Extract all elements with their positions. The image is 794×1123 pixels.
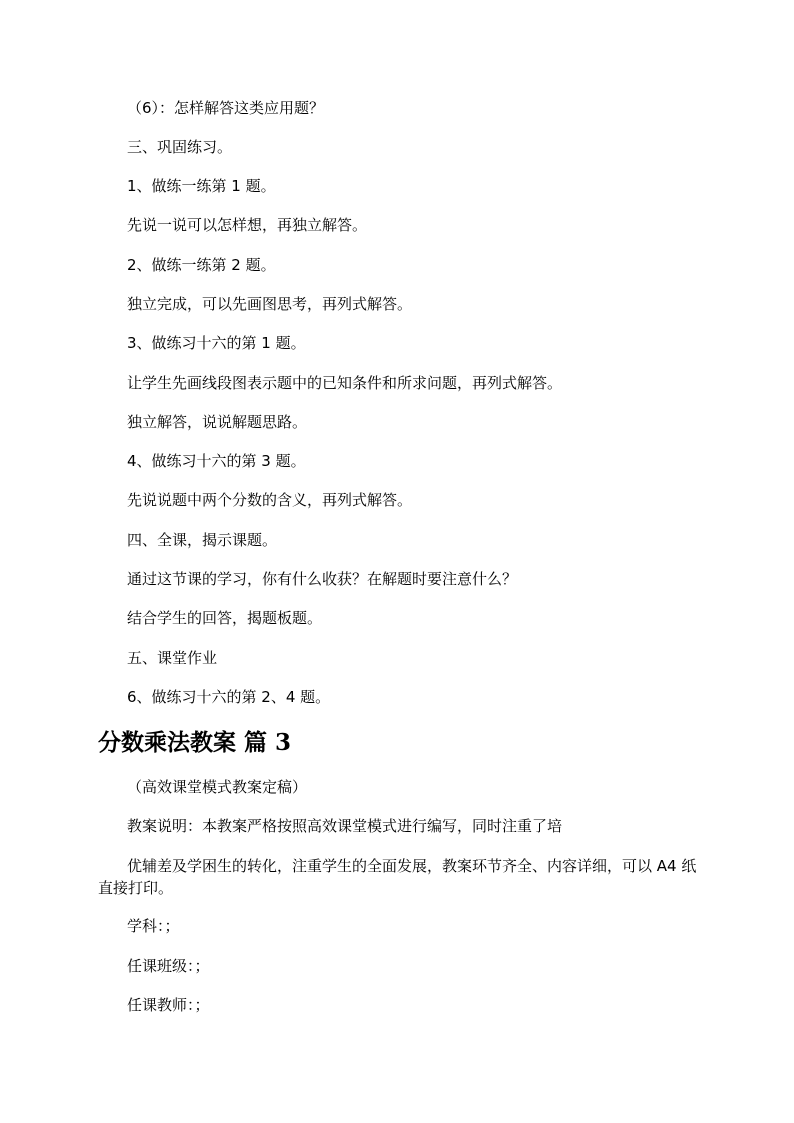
paragraph-exercise-1-instructions: 先说一说可以怎样想，再独立解答。 <box>127 216 368 234</box>
paragraph-reflection-question: 通过这节课的学习，你有什么收获？在解题时要注意什么？ <box>127 570 518 588</box>
paragraph-exercise-3: 3、做练习十六的第 1 题。 <box>127 334 306 352</box>
article-heading: 分数乘法教案 篇 3 <box>98 729 292 756</box>
paragraph-exercise-3-followup: 独立解答，说说解题思路。 <box>127 413 308 431</box>
paragraph-homework-exercises: 6、做练习十六的第 2、4 题。 <box>127 688 331 706</box>
field-subject: 学科：； <box>127 917 180 935</box>
paragraph-exercise-3-instructions: 让学生先画线段图表示题中的已知条件和所求问题，再列式解答。 <box>127 374 563 392</box>
field-class: 任课班级：； <box>127 957 210 975</box>
section-heading-lesson-summary: 四、全课，揭示课题。 <box>127 531 278 549</box>
paragraph-description-continued: 优辅差及学困生的转化，注重学生的全面发展，教案环节齐全、内容详细，可以 A4 纸直接打印。 <box>98 857 697 897</box>
paragraph-exercise-2-instructions: 独立完成，可以先画图思考，再列式解答。 <box>127 295 413 313</box>
paragraph-exercise-4: 4、做练习十六的第 3 题。 <box>127 452 306 470</box>
paragraph-description: 教案说明：本教案严格按照高效课堂模式进行编写，同时注重了培 <box>127 817 563 835</box>
paragraph-subtitle: （高效课堂模式教案定稿） <box>127 778 308 796</box>
paragraph-reveal-topic: 结合学生的回答，揭题板题。 <box>127 609 323 627</box>
field-teacher: 任课教师：； <box>127 996 210 1014</box>
section-heading-homework: 五、课堂作业 <box>127 649 218 667</box>
paragraph-exercise-2: 2、做练一练第 2 题。 <box>127 256 276 274</box>
section-heading-consolidation-practice: 三、巩固练习。 <box>127 138 233 156</box>
paragraph-exercise-1: 1、做练一练第 1 题。 <box>127 177 276 195</box>
paragraph-exercise-4-instructions: 先说说题中两个分数的含义，再列式解答。 <box>127 491 413 509</box>
paragraph-question-6: （6）：怎样解答这类应用题？ <box>127 99 325 117</box>
